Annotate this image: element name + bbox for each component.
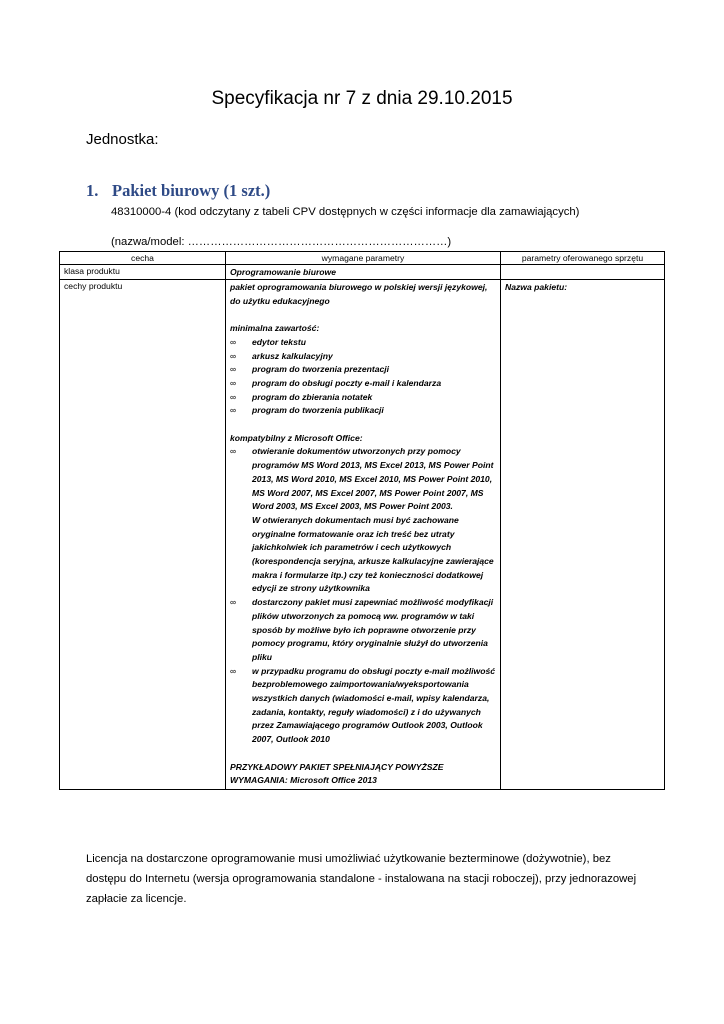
bullet-icon: ∞	[230, 377, 237, 388]
cell-feature: klasa produktu	[60, 265, 226, 280]
header-required: wymagane parametry	[226, 252, 501, 265]
cell-offered	[501, 265, 665, 280]
list-item: ∞ program do obsługi poczty e-mail i kalendarza	[230, 377, 496, 391]
min-content-list	[230, 336, 496, 418]
bullet-icon: ∞	[230, 597, 237, 608]
list-item: ∞ program do tworzenia prezentacji	[230, 363, 496, 377]
list-item: ∞ dostarczony pakiet musi zapewniać możliwość modyfikacji plików utworzonych za pomocą ww. programów w taki sposób by możliwe było ich poprawne otworzenie przy pomocy programu, który oryginalnie służył do utworzenia pliku	[230, 597, 494, 662]
table-row	[60, 280, 665, 790]
cell-required: Oprogramowanie biurowe	[226, 265, 501, 280]
bullet-icon: ∞	[230, 446, 237, 457]
cell-offered: Nazwa pakietu:	[501, 280, 665, 790]
bullet-icon: ∞	[230, 405, 237, 416]
page-title: Specyfikacja nr 7 z dnia 29.10.2015	[211, 88, 513, 109]
cell-required	[226, 280, 501, 790]
bullet-icon: ∞	[230, 336, 237, 347]
model-line: (nazwa/model: ……………………………………………………………)	[111, 236, 452, 248]
header-offered: parametry oferowanego sprzętu	[501, 252, 665, 265]
list-item: ∞ arkusz kalkulacyjny	[230, 350, 496, 364]
licence-paragraph: Licencja na dostarczone oprogramowanie musi umożliwiać użytkowanie bezterminowe (dożywotnie), bez dostępu do Internetu (wersja oprogramowania standalone - instalowana na stacji roboczej), przy jednorazowej zapłacie za licencje.	[86, 853, 637, 905]
section-title: Pakiet biurowy (1 szt.)	[112, 181, 271, 200]
compat-list	[230, 445, 496, 746]
cpv-code-line: 48310000-4 (kod odczytany z tabeli CPV dostępnych w części informacje dla zamawiających)	[111, 206, 580, 218]
cell-feature: cechy produktu	[60, 280, 226, 790]
list-item: ∞ program do zbierania notatek	[230, 391, 496, 405]
list-item: ∞ w przypadku programu do obsługi poczty e-mail możliwość bezproblemowego zaimportowania/wyeksportowania wszystkich danych (wiadomości e-mail, wpisy kalendarza, zadania, kontakty, reguły wiadomości) z i do używanych przez Zamawiającego programów Outlook 2003, Outlook 2007, Outlook 2010	[230, 665, 496, 745]
example-package: PRZYKŁADOWY PAKIET SPEŁNIAJĄCY POWYŻSZE WYMAGANIA: Microsoft Office 2013	[230, 761, 444, 786]
list-item: ∞ otwieranie dokumentów utworzonych przy pomocy programów MS Word 2013, MS Excel 2013, MS Power Point 2013, MS Word 2010, MS Excel 2010, MS Power Point 2010, MS Word 2007, MS Excel 2007, MS Power Point 2007, MS Word 2003, MS Excel 2003, MS Power Point 2003. W otwieranych dokumentach musi być zachowane oryginalne formatowanie oraz ich treść bez utraty jakichkolwiek ich parametrów i cech użytkowych (korespondencja seryjna, arkusze kalkulacyjne zawierające makra i formularze itp.) czy też konieczności dodatkowej edycji ze strony użytkownika	[230, 446, 494, 594]
bullet-icon: ∞	[230, 665, 237, 676]
spec-table	[59, 251, 665, 790]
section-number: 1.	[86, 181, 99, 200]
bullet-icon: ∞	[230, 364, 237, 375]
requirement-intro: pakiet oprogramowania biurowego w polskiej wersji językowej, do użytku edukacyjnego	[230, 282, 488, 306]
unit-label: Jednostka:	[86, 131, 159, 148]
bullet-icon: ∞	[230, 391, 237, 402]
section-heading	[86, 181, 270, 201]
list-item: ∞ program do tworzenia publikacji	[230, 404, 496, 418]
bullet-icon: ∞	[230, 350, 237, 361]
table-header-row	[60, 252, 665, 265]
table-row	[60, 265, 665, 280]
compat-title: kompatybilny z Microsoft Office:	[230, 432, 363, 443]
list-item: ∞ edytor tekstu	[230, 336, 496, 350]
header-feature: cecha	[60, 252, 226, 265]
min-content-title: minimalna zawartość:	[230, 323, 320, 334]
